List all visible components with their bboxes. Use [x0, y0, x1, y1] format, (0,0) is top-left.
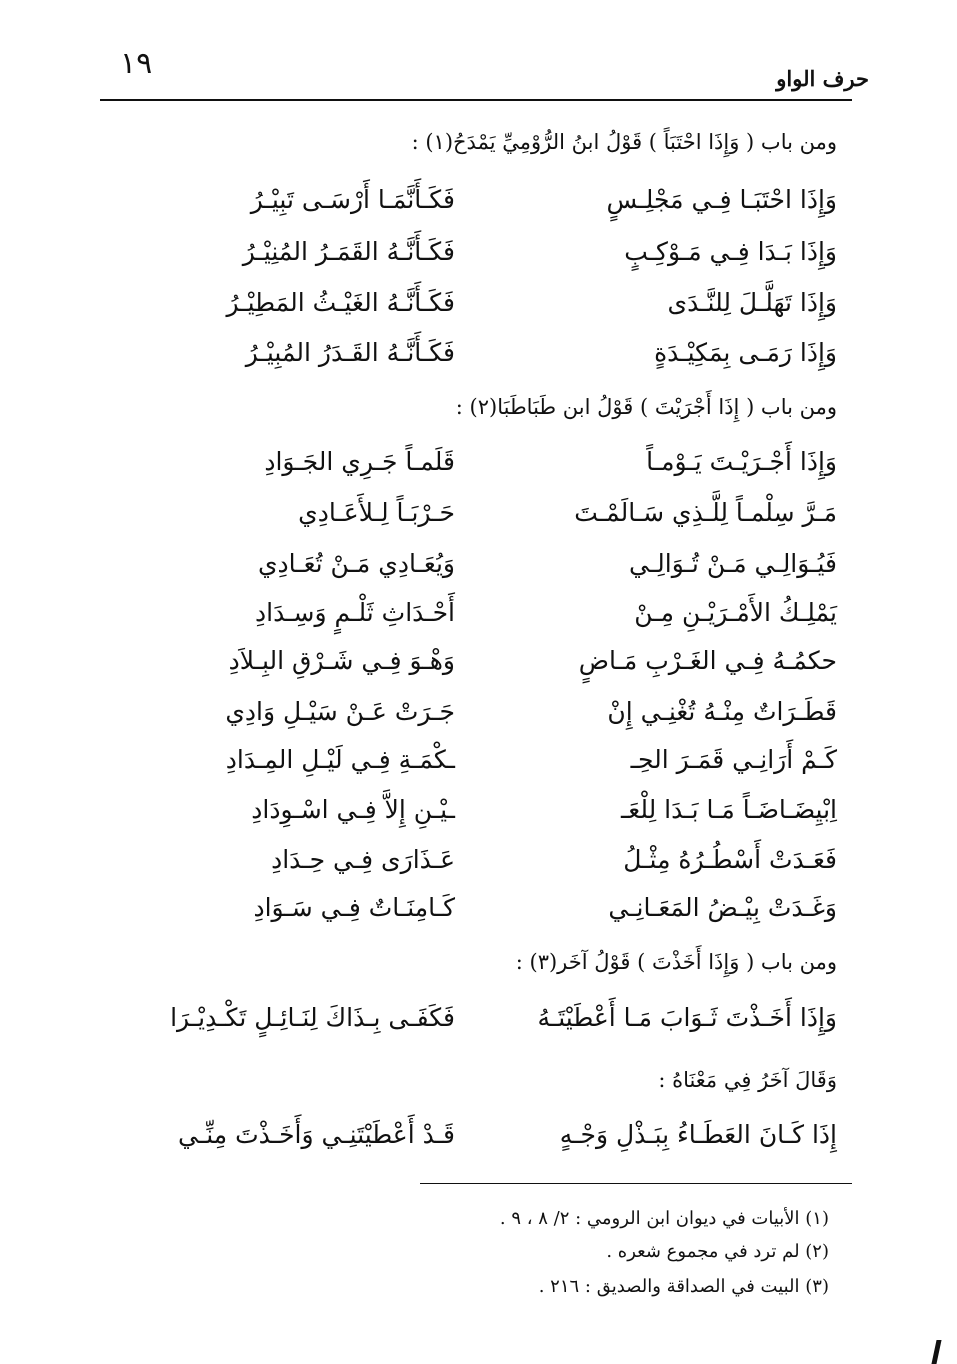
- verse-first-hemistich: فَعَـدَتْ أَسْطُـرُهُ مِثْـلُ: [623, 845, 837, 874]
- verse-line: [115, 237, 837, 277]
- verse-second-hemistich: فَكَـأَنَّـهُ الغَيْـثُ المَطِيْـرُ: [226, 288, 455, 317]
- verse-second-hemistich: أَحْـدَاثِ ثَلْـمٍ وَسِـدَادِ: [255, 598, 455, 627]
- scan-edge-mark: [931, 1340, 941, 1364]
- verse-second-hemistich: فَكَـأَنَّـهُ القَمَـرُ المُنِيْـرُ: [242, 237, 455, 266]
- footnote: (٣) البيت في الصداقة والصديق : ٢١٦ .: [538, 1276, 829, 1297]
- verse-first-hemistich: وَغَـدَتْ بِيْـضُ المَعَـانِـي: [608, 893, 837, 922]
- verse-line: [115, 1120, 837, 1160]
- verse-first-hemistich: وَإِذَا بَـدَا فِـي مَـوْكِـبٍ: [624, 237, 837, 266]
- verse-line: [115, 646, 837, 686]
- verse-line: [115, 338, 837, 378]
- verse-first-hemistich: وَإِذَا تَهَلَّـلَ لِلنَّـدَى: [667, 288, 837, 317]
- verse-line: [115, 598, 837, 638]
- verse-first-hemistich: وَإِذَا رَمَـى بِمَكِيْـدَةٍ: [654, 338, 837, 367]
- verse-second-hemistich: ـكْمَـةِ فِـي لَيْـلِ المِـدَادِ: [225, 745, 455, 774]
- verse-first-hemistich: وَإِذَا أَخَـذْتَ ثَـوَابَ مَـا أَعْطَيْتَـهُ: [537, 1003, 837, 1032]
- verse-second-hemistich: عَـذَارَى فِـي حِـدَادِ: [271, 845, 455, 874]
- verse-first-hemistich: قَطَـرَاتٌ مِنْـهُ تُغْنِـي إِنْ: [607, 697, 837, 726]
- footnote: (١) الأبيات في ديوان ابن الرومي : ٢/ ٨ ، ٩ .: [499, 1208, 829, 1229]
- page-number: ١٩: [120, 46, 153, 81]
- verse-second-hemistich: ـيْـنِ إِلاَّ فِـي اسْـوِدَادِ: [251, 795, 455, 824]
- verse-line: [115, 549, 837, 589]
- verse-second-hemistich: حَـرْبَـاً لِـلأَعَـادِي: [298, 498, 455, 527]
- verse-line: [115, 447, 837, 487]
- section-intro: ومن باب ( إِذَا أَجْرَيْتَ ) قَوْلُ ابن طَبَاطَبَا(٢) :: [455, 395, 837, 419]
- verse-line: [115, 498, 837, 538]
- verse-second-hemistich: فَكَـأَنَّمَـا أَرْسَـى تَبِيْـرُ: [250, 185, 455, 214]
- verse-line: [115, 185, 837, 225]
- verse-second-hemistich: فَكَفَـى بِـذَاكَ لِنَـائِـلٍ تَكْـدِيْـرَا: [170, 1003, 455, 1032]
- section-intro: ومن باب ( وَإِذَا احْتَبَاً ) قَوْلُ ابنُ الرُّوْمِيِّ يَمْدَحُ(١) :: [411, 130, 837, 154]
- verse-second-hemistich: وَيُعَـادِي مَـنْ تُعَـادِي: [257, 549, 455, 578]
- verse-second-hemistich: كَـامِنَـاتٌ فِـي سَـوَادِ: [253, 893, 455, 922]
- verse-line: [115, 1003, 837, 1043]
- verse-line: [115, 845, 837, 885]
- footnote-rule: [420, 1183, 852, 1184]
- verse-first-hemistich: فَيُـوَالِـي مَـنْ تُـوَالِـي: [628, 549, 837, 578]
- verse-second-hemistich: جَـرَتْ عَـنْ سَيْـلِ وَادِي: [225, 697, 455, 726]
- verse-line: [115, 697, 837, 737]
- verse-first-hemistich: اِبْيِضَـاضَـاً مَـا بَـدَا لِلْعَـ: [620, 795, 837, 824]
- verse-first-hemistich: حكمُـهُ فِـي الغَـرْبِ مَـاضٍ: [578, 646, 837, 675]
- verse-first-hemistich: إِذَا كَـانَ العَطَـاءُ بِبَـذْلِ وَجْـهٍ: [559, 1120, 837, 1149]
- section-intro: ومن باب ( وَإِذَا أَخَذْتَ ) قَوْلُ آخَر(٣) :: [515, 950, 837, 974]
- verse-first-hemistich: مَـرَّ سِلْمـاً لِلَّـذِي سَـالَمْـتَ: [574, 498, 837, 527]
- verse-first-hemistich: كَـمْ أَرَانِـي قَمَـرَ الحِـ: [630, 745, 837, 774]
- verse-second-hemistich: قَلَمـاً جَـرِي الجَـوَادِ: [264, 447, 455, 476]
- verse-line: [115, 893, 837, 933]
- verse-second-hemistich: وَهْـوَ فِـي شَـرْقِ البِـلاَدِ: [228, 646, 455, 675]
- verse-second-hemistich: قَـدْ أَعْطَيْتَنِـي وَأَخَـذْتَ مِنِّـي: [178, 1120, 455, 1149]
- verse-line: [115, 795, 837, 835]
- verse-line: [115, 288, 837, 328]
- verse-first-hemistich: يَمْلِـكُ الأَمْـرَيْـنِ مِـنْ: [634, 598, 837, 627]
- verse-first-hemistich: وَإِذَا احْتَبَـا فِـي مَجْلِـسٍ: [606, 185, 837, 214]
- section-intro: وَقَالَ آخَرُ فِي مَعْنَاهُ :: [658, 1068, 837, 1092]
- verse-line: [115, 745, 837, 785]
- verse-first-hemistich: وَإِذَا أَجْـرَيْـتَ يَـوْمـاً: [646, 447, 837, 476]
- running-head: حرف الواو: [776, 66, 869, 91]
- footnote: (٢) لم ترد في مجموع شعره .: [606, 1241, 829, 1262]
- verse-second-hemistich: فَكَـأَنَّـهُ القَـدَرُ المُبِيْـرُ: [245, 338, 455, 367]
- header-rule: [100, 99, 852, 101]
